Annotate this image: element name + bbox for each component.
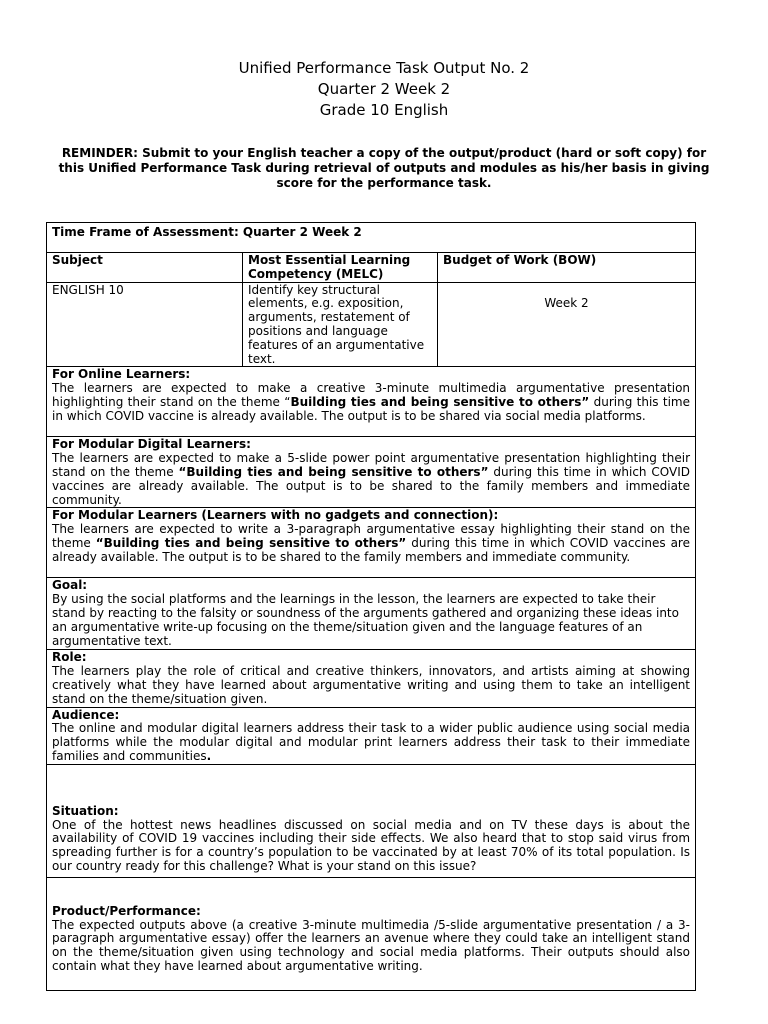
- modular-digital-cell: [47, 437, 696, 508]
- modular-learners-text: [52, 523, 690, 564]
- modular-learners-cell: [47, 508, 696, 578]
- table-header-row: [47, 253, 696, 283]
- modular-digital-theme: “Building ties and being sensitive to others”: [178, 464, 489, 479]
- role-row: [47, 650, 696, 707]
- audience-text-end: .: [206, 748, 212, 763]
- online-text-before: The learners are expected to make a creative 3-minute multimedia argumentative presentation highlighting their stand on the theme “: [52, 381, 691, 409]
- modular-digital-text-before: The learners are expected to make a 5-slide power point argumentative presentation highlighting their stand on the theme: [52, 451, 691, 479]
- modular-text-before: The learners are expected to write a 3-paragraph argumentative essay highlighting their stand on the theme: [52, 522, 691, 550]
- melc-header: Most Essential Learning Competency (MELC): [243, 253, 438, 283]
- bow-header: Budget of Work (BOW): [438, 253, 696, 283]
- product-performance-row: [47, 877, 696, 990]
- product-performance-heading: Product/Performance:: [52, 903, 201, 918]
- online-learners-heading: For Online Learners:: [52, 367, 191, 382]
- bow-cell: Week 2: [438, 282, 696, 367]
- audience-row: [47, 707, 696, 764]
- audience-cell: [47, 707, 696, 764]
- situation-heading: Situation:: [52, 803, 119, 818]
- goal-row: [47, 578, 696, 650]
- role-cell: [47, 650, 696, 707]
- subject-header: Subject: [47, 253, 243, 283]
- document-title: Unified Performance Task Output No. 2: [238, 59, 530, 77]
- online-learners-cell: [47, 367, 696, 437]
- role-heading: Role:: [52, 650, 87, 665]
- table-row: [47, 282, 696, 367]
- modular-digital-text: [52, 452, 690, 507]
- modular-digital-heading: For Modular Digital Learners:: [52, 437, 251, 452]
- melc-cell: Identify key structural elements, e.g. exposition, arguments, restatement of positions and language features of an argumentative text.: [243, 282, 438, 367]
- modular-learners-row: [47, 508, 696, 578]
- modular-digital-text-after: during this time in which COVID vaccines are already available. The output is to be shared to the family members and immediate community.: [52, 464, 691, 507]
- goal-text: By using the social platforms and the learnings in the lesson, the learners are expected to take their stand by reacting to the falsity or soundness of the arguments gathered and organizing these ideas into an argumentative write-up focusing on the theme/situation given and the language features of an argumentative text.: [52, 592, 679, 648]
- online-text-after: during this time in which COVID vaccine is already available. The output is to be shared via social media platforms.: [52, 394, 691, 423]
- modular-learners-heading: For Modular Learners (Learners with no gadgets and connection):: [52, 508, 499, 523]
- quarter-week-label: Quarter 2 Week 2: [317, 80, 451, 98]
- goal-heading: Goal:: [52, 578, 88, 593]
- modular-text-after: during this time in which COVID vaccines are already available. The output is to be shared to the family members and immediate community.: [52, 535, 690, 564]
- subject-cell: ENGLISH 10: [47, 282, 243, 367]
- audience-heading: Audience:: [52, 707, 120, 722]
- reminder-note: REMINDER: Submit to your English teacher a copy of the output/product (hard or soft copy) for this Unified Performance Task during retrieval of outputs and modules as his/her basis in giving score for the performance task.: [58, 146, 710, 190]
- document-header: [0, 58, 768, 121]
- online-learners-row: [47, 367, 696, 437]
- audience-text-body: The online and modular digital learners address their task to a wider public audience using social media platforms while the modular digital and modular print learners address their task to their immediate families and communities: [52, 721, 691, 763]
- situation-cell: [47, 764, 696, 877]
- role-text: The learners play the role of critical and creative thinkers, innovators, and artists aiming at showing creatively what they have learned about argumentative writing and using them to take an intelligent stand on the theme/situation given.: [52, 664, 691, 706]
- product-performance-cell: [47, 877, 696, 990]
- modular-digital-row: [47, 437, 696, 508]
- online-learners-text: [52, 382, 690, 423]
- online-theme: Building ties and being sensitive to others”: [290, 394, 590, 409]
- situation-text: One of the hottest news headlines discussed on social media and on TV these days is about the availability of COVID 19 vaccines including their side effects. We also heard that to stop said virus from spreading further is for a country’s population to be vaccinated by at least 70% of its total population. Is our country ready for this challenge? What is your stand on this issue?: [52, 817, 691, 873]
- time-frame-cell: Time Frame of Assessment: Quarter 2 Week 2: [47, 223, 696, 253]
- situation-row: [47, 764, 696, 877]
- grade-subject-label: Grade 10 English: [319, 101, 449, 119]
- audience-text: [52, 722, 690, 763]
- modular-theme: “Building ties and being sensitive to others”: [95, 535, 407, 550]
- product-performance-text: The expected outputs above (a creative 3-minute multimedia /5-slide argumentative presentation / a 3-paragraph argumentative essay) offer the learners an avenue where they could take an intelligent stand on the theme/situation given using technology and social media platforms. Their outputs should also contain what they have learned about argumentative writing.: [52, 917, 691, 973]
- goal-cell: [47, 578, 696, 650]
- performance-task-table: [46, 222, 696, 991]
- time-frame-row: [47, 223, 696, 253]
